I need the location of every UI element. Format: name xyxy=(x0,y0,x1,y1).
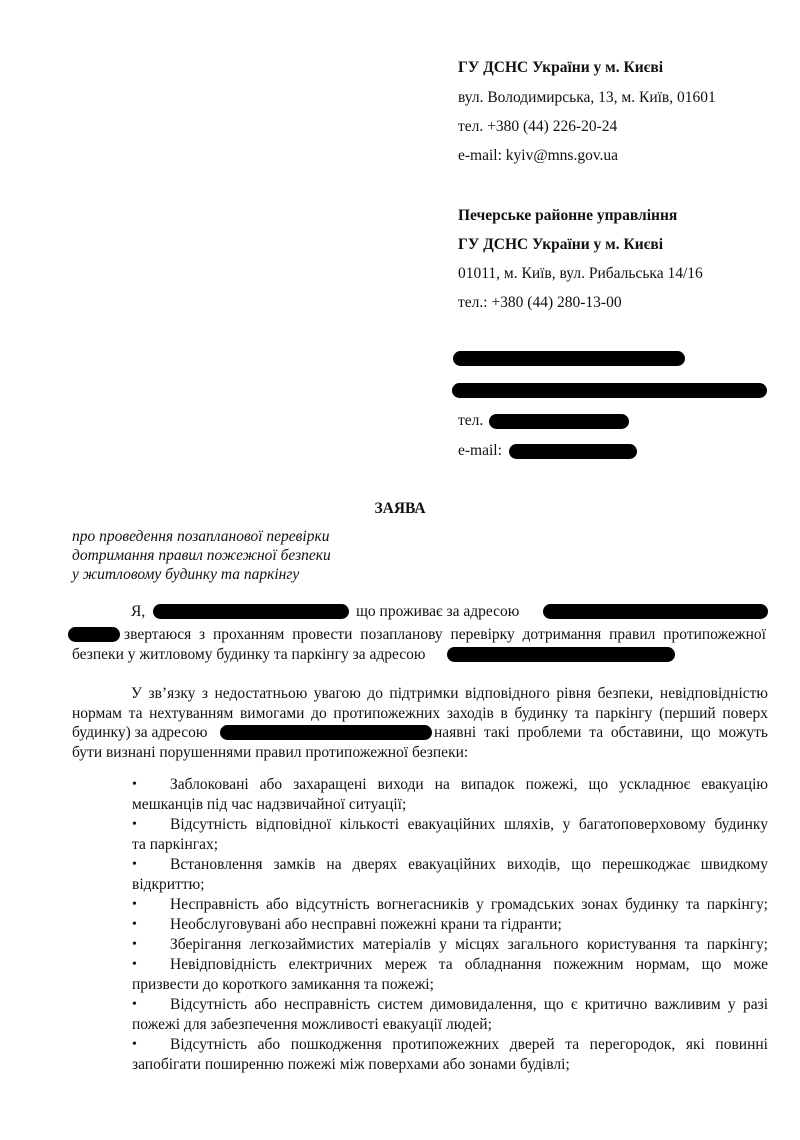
recipient1-name: ГУ ДСНС України у м. Києві xyxy=(458,59,664,76)
list-item-line: Встановлення замків на дверях евакуаційних виходів, що перешкоджає швидкому xyxy=(170,856,768,873)
list-item-line: Несправність або відсутність вогнегасників у громадських зонах будинку та паркінгу; xyxy=(170,896,768,913)
list-item-line: Відсутність або пошкодження протипожежних дверей та перегородок, які повинні xyxy=(170,1036,768,1053)
redacted-building-address xyxy=(447,647,675,662)
redacted-sender-address xyxy=(452,383,767,398)
para2-text: нормам та нехтуванням вимогами до протипожежних заходів в будинку та паркінгу (перший поверх xyxy=(72,705,768,722)
redacted-applicant-address-cont xyxy=(68,627,120,642)
list-item-line: Відсутність або несправність систем димовидалення, що є критично важливим у разі xyxy=(170,996,768,1013)
redacted-building-address-2 xyxy=(220,725,432,740)
list-item-line: Заблоковані або захаращені виходи на випадок пожежі, що ускладнює евакуацію xyxy=(170,776,768,793)
list-item-line: Невідповідність електричних мереж та обладнання пожежним нормам, що може xyxy=(170,956,768,973)
bullet-icon: • xyxy=(132,817,137,832)
document-subject xyxy=(72,527,331,584)
document-title: ЗАЯВА xyxy=(374,500,426,517)
list-item-line: мешканців під час надзвичайної ситуації; xyxy=(132,796,407,813)
recipient1-address: вул. Володимирська, 13, м. Київ, 01601 xyxy=(458,89,716,106)
bullet-icon: • xyxy=(132,897,137,912)
para2-text: наявні такі проблеми та обставини, що можуть xyxy=(434,724,768,741)
list-item-line: запобігати поширенню пожежі між поверхами або зонами будівлі; xyxy=(132,1056,570,1073)
para2-text: будинку) за адресою xyxy=(72,724,208,741)
redacted-sender-name xyxy=(453,351,685,366)
para1-text: Я, xyxy=(131,603,146,620)
redacted-sender-email xyxy=(509,444,637,459)
list-item-line: Зберігання легкозаймистих матеріалів у місцях загального користування та паркінгу; xyxy=(170,936,768,953)
redacted-sender-phone xyxy=(489,414,629,429)
sender-phone-label: тел. xyxy=(458,412,484,429)
para1-text: що проживає за адресою xyxy=(356,603,520,620)
subject-line: у житловому будинку та паркінгу xyxy=(72,566,300,583)
list-item-line: Необслуговувані або несправні пожежні крани та гідранти; xyxy=(170,916,562,933)
redacted-applicant-address xyxy=(543,604,768,619)
list-item-line: призвести до короткого замикання та пожежі; xyxy=(132,976,434,993)
subject-line: про проведення позапланової перевірки xyxy=(72,528,330,545)
para1-text: безпеки у житловому будинку та паркінгу за адресою xyxy=(72,646,426,663)
bullet-icon: • xyxy=(132,957,137,972)
bullet-icon: • xyxy=(132,1037,137,1052)
list-item-line: та паркінгах; xyxy=(132,836,219,853)
bullet-icon: • xyxy=(132,917,137,932)
para2-text: У зв’язку з недостатньою увагою до підтримки відповідного рівня безпеки, невідповідністю xyxy=(131,685,768,702)
redacted-applicant-name xyxy=(153,604,349,619)
list-item-line: пожежі для забезпечення можливості евакуації людей; xyxy=(132,1016,492,1033)
bullet-icon: • xyxy=(132,857,137,872)
sender-email-label: e-mail: xyxy=(458,442,502,459)
list-item-line: Відсутність відповідної кількості евакуаційних шляхів, у багатоповерховому будинку xyxy=(170,816,768,833)
para2-text: бути визнані порушеннями правил протипожежної безпеки: xyxy=(72,744,469,761)
recipient1-email: e-mail: kyiv@mns.gov.ua xyxy=(458,147,619,164)
recipient2-phone: тел.: +380 (44) 280-13-00 xyxy=(458,294,622,311)
bullet-icon: • xyxy=(132,777,137,792)
bullet-icon: • xyxy=(132,937,137,952)
recipient2-name-line2: ГУ ДСНС України у м. Києві xyxy=(458,236,664,253)
subject-line: дотримання правил пожежної безпеки xyxy=(72,547,331,564)
para1-text: звертаюся з проханням провести позапланову перевірку дотримання правил протипожежної xyxy=(124,626,766,643)
list-item-line: відкриттю; xyxy=(132,876,205,893)
recipient2-name-line1: Печерське районне управління xyxy=(458,207,678,224)
recipient1-phone: тел. +380 (44) 226-20-24 xyxy=(458,118,618,135)
recipient2-address: 01011, м. Київ, вул. Рибальська 14/16 xyxy=(458,265,703,282)
bullet-icon: • xyxy=(132,997,137,1012)
